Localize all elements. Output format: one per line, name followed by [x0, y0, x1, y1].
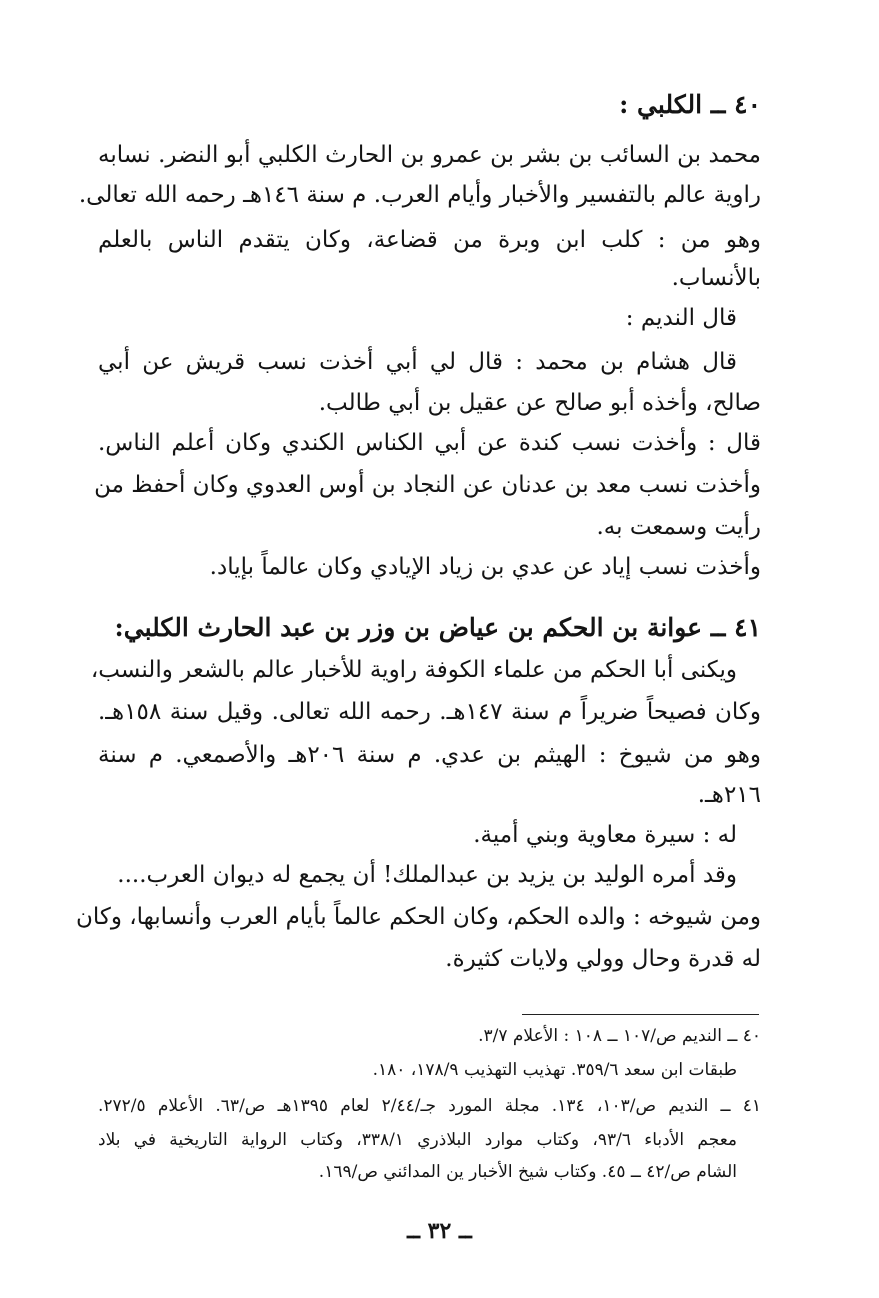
- entry-41-heading: ٤١ ــ عوانة بن الحكم بن عياض بن وزر بن عبد الحارث الكلبي:: [114, 613, 761, 642]
- entry-41-line: وكان فصيحاً ضريراً م سنة ١٤٧هـ. رحمه الله تعالى. وقيل سنة ١٥٨هـ.: [98, 699, 761, 725]
- entry-40-line: قال النديم :: [625, 305, 737, 331]
- entry-40-line: بالأنساب.: [671, 265, 761, 291]
- entry-40-line: وأخذت نسب إياد عن عدي بن زياد الإيادي وكان عالماً بإياد.: [209, 554, 761, 580]
- entry-40-line: رأيت وسمعت به.: [596, 514, 761, 540]
- entry-41-line: له : سيرة معاوية وبني أمية.: [473, 822, 737, 848]
- entry-41-line: ويكنى أبا الحكم من علماء الكوفة راوية للأخبار عالم بالشعر والنسب،: [90, 657, 737, 683]
- page-number: ــ ٣٢ ــ: [407, 1218, 472, 1244]
- footnote-line: ٤٠ ــ النديم ص/١٠٧ ــ ١٠٨ : الأعلام ٣/٧.: [478, 1026, 761, 1046]
- entry-41-line: له قدرة وحال وولي ولايات كثيرة.: [445, 946, 761, 972]
- entry-40-line: وأخذت نسب معد بن عدنان عن النجاد بن أوس العدوي وكان أحفظ من: [94, 472, 761, 498]
- entry-40-heading: ٤٠ ــ الكلبي :: [619, 90, 761, 119]
- footnote-line: ٤١ ــ النديم ص/١٠٣، ١٣٤. مجلة المورد جـ/٢/٤٤ لعام ١٣٩٥هـ ص/٦٣. الأعلام ٢٧٢/٥.: [98, 1096, 761, 1116]
- entry-40-line: محمد بن السائب بن بشر بن عمرو بن الحارث الكلبي أبو النضر. نسابه: [98, 142, 761, 168]
- entry-40-line: صالح، وأخذه أبو صالح عن عقيل بن أبي طالب.: [318, 390, 761, 416]
- entry-40-line: قال : وأخذت نسب كندة عن أبي الكناس الكندي وكان أعلم الناس.: [98, 430, 761, 456]
- footnote-divider: [522, 1014, 759, 1015]
- entry-41-line: وهو من شيوخ : الهيثم بن عدي. م سنة ٢٠٦هـ والأصمعي. م سنة: [98, 742, 761, 768]
- footnote-line: الشام ص/٤٢ ــ ٤٥. وكتاب شيخ الأخبار ين المدائني ص/١٦٩.: [318, 1162, 737, 1182]
- entry-41-line: ٢١٦هـ.: [697, 782, 761, 808]
- footnote-line: معجم الأدباء ٩٣/٦، وكتاب موارد البلاذري ٣٣٨/١، وكتاب الرواية التاريخية في بلاد: [98, 1130, 738, 1150]
- footnote-line: طبقات ابن سعد ٣٥٩/٦. تهذيب التهذيب ١٧٨/٩، ١٨٠.: [372, 1060, 737, 1080]
- entry-40-line: راوية عالم بالتفسير والأخبار وأيام العرب. م سنة ١٤٦هـ رحمه الله تعالى.: [78, 182, 761, 208]
- entry-40-line: قال هشام بن محمد : قال لي أبي أخذت نسب قريش عن أبي: [98, 349, 737, 375]
- entry-40-line: وهو من : كلب ابن وبرة من قضاعة، وكان يتقدم الناس بالعلم: [98, 227, 761, 253]
- entry-41-line: وقد أمره الوليد بن يزيد بن عبدالملك! أن يجمع له ديوان العرب....: [117, 862, 737, 888]
- entry-41-line: ومن شيوخه : والده الحكم، وكان الحكم عالماً بأيام العرب وأنسابها، وكان: [75, 904, 761, 930]
